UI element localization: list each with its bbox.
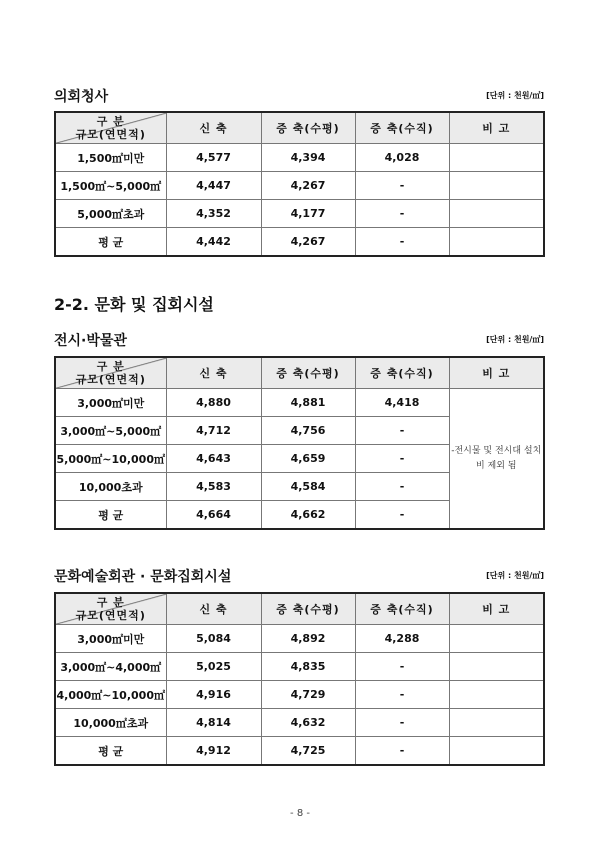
scale-label: 규모(연면적) [75, 609, 146, 622]
scale-label: 규모(연면적) [75, 373, 146, 386]
column-header: 신 축 [166, 357, 261, 389]
cost-cell: 4,659 [261, 445, 355, 473]
cost-cell: 5,084 [166, 625, 261, 653]
cost-cell: 4,643 [166, 445, 261, 473]
cost-cell: - [355, 653, 449, 681]
cost-cell: - [355, 473, 449, 501]
scale-label: 규모(연면적) [75, 128, 146, 141]
table-row [55, 625, 544, 653]
row-label: 10,000초과 [55, 473, 166, 501]
cost-cell: 4,584 [261, 473, 355, 501]
cost-cell: 4,583 [166, 473, 261, 501]
cost-cell: - [355, 737, 449, 766]
table-row [55, 172, 544, 200]
row-label: 1,500㎡~5,000㎡ [55, 172, 166, 200]
column-header: 증 축(수평) [261, 112, 355, 144]
row-label: 10,000㎡초과 [55, 709, 166, 737]
cost-cell: - [355, 172, 449, 200]
column-header: 신 축 [166, 593, 261, 625]
cost-cell: 4,267 [261, 228, 355, 257]
cost-cell: 4,664 [166, 501, 261, 530]
cost-cell: 4,712 [166, 417, 261, 445]
cost-cell: - [355, 445, 449, 473]
cost-cell: 4,880 [166, 389, 261, 417]
table-row [55, 389, 544, 417]
row-label: 3,000㎡미만 [55, 389, 166, 417]
table-row [55, 737, 544, 766]
table-row [55, 681, 544, 709]
cost-cell: 4,577 [166, 144, 261, 172]
cost-cell: - [355, 501, 449, 530]
remarks-cell [449, 172, 544, 200]
column-header: 비 고 [449, 593, 544, 625]
table-title: 문화예술회관 · 문화집회시설 [54, 569, 232, 585]
cost-cell: 4,288 [355, 625, 449, 653]
row-label: 5,000㎡~10,000㎡ [55, 445, 166, 473]
row-label: 5,000㎡초과 [55, 200, 166, 228]
remarks-cell [449, 625, 544, 653]
category-header [55, 357, 166, 389]
header-row [55, 593, 544, 625]
table-row [55, 228, 544, 257]
header-row [55, 112, 544, 144]
column-header: 신 축 [166, 112, 261, 144]
cost-cell: 4,881 [261, 389, 355, 417]
row-label: 3,000㎡~5,000㎡ [55, 417, 166, 445]
row-label: 3,000㎡~4,000㎡ [55, 653, 166, 681]
column-header: 증 축(수평) [261, 357, 355, 389]
row-label: 4,000㎡~10,000㎡ [55, 681, 166, 709]
row-label: 3,000㎡미만 [55, 625, 166, 653]
column-header: 증 축(수직) [355, 112, 449, 144]
remarks-cell [449, 681, 544, 709]
cost-cell: 4,267 [261, 172, 355, 200]
remarks-cell [449, 709, 544, 737]
cost-cell: 4,028 [355, 144, 449, 172]
category-header [55, 593, 166, 625]
cost-cell: - [355, 709, 449, 737]
row-label: 평 균 [55, 501, 166, 530]
column-header: 비 고 [449, 357, 544, 389]
column-header: 증 축(수평) [261, 593, 355, 625]
cost-cell: 4,447 [166, 172, 261, 200]
remarks-cell [449, 200, 544, 228]
category-label: 구 분 [96, 360, 125, 373]
remarks-cell [449, 653, 544, 681]
cost-cell: 4,835 [261, 653, 355, 681]
cost-cell: 4,725 [261, 737, 355, 766]
unit-label: [단위 : 천원/㎡] [486, 91, 544, 100]
cost-cell: 4,352 [166, 200, 261, 228]
cost-cell: 4,916 [166, 681, 261, 709]
table-title: 전시·박물관 [54, 333, 127, 349]
remarks-cell [449, 228, 544, 257]
table-row [55, 653, 544, 681]
cost-cell: 4,177 [261, 200, 355, 228]
cost-cell: - [355, 228, 449, 257]
row-label: 평 균 [55, 737, 166, 766]
unit-label: [단위 : 천원/㎡] [486, 571, 544, 580]
row-label: 1,500㎡미만 [55, 144, 166, 172]
cost-table [54, 592, 545, 766]
cost-table [54, 111, 545, 257]
cost-cell: 4,632 [261, 709, 355, 737]
table-title: 의회청사 [54, 89, 109, 105]
column-header: 증 축(수직) [355, 357, 449, 389]
cost-cell: 4,729 [261, 681, 355, 709]
cost-cell: 4,756 [261, 417, 355, 445]
cost-cell: 4,394 [261, 144, 355, 172]
remarks-cell [449, 737, 544, 766]
column-header: 비 고 [449, 112, 544, 144]
remarks-cell: -전시물 및 전시대 설치비 제외 됨 [449, 389, 544, 530]
page-number: - 8 - [290, 808, 310, 819]
cost-cell: 4,892 [261, 625, 355, 653]
cost-cell: - [355, 417, 449, 445]
table-row [55, 709, 544, 737]
category-header [55, 112, 166, 144]
row-label: 평 균 [55, 228, 166, 257]
category-label: 구 분 [96, 596, 125, 609]
column-header: 증 축(수직) [355, 593, 449, 625]
cost-cell: 4,912 [166, 737, 261, 766]
cost-cell: 5,025 [166, 653, 261, 681]
cost-cell: 4,442 [166, 228, 261, 257]
table-row [55, 200, 544, 228]
remarks-cell [449, 144, 544, 172]
category-label: 구 분 [96, 115, 125, 128]
header-row [55, 357, 544, 389]
cost-cell: 4,662 [261, 501, 355, 530]
cost-cell: - [355, 200, 449, 228]
cost-cell: - [355, 681, 449, 709]
table-row [55, 144, 544, 172]
cost-cell: 4,418 [355, 389, 449, 417]
section-heading: 2-2. 문화 및 집회시설 [54, 295, 214, 314]
cost-cell: 4,814 [166, 709, 261, 737]
unit-label: [단위 : 천원/㎡] [486, 335, 544, 344]
cost-table [54, 356, 545, 530]
